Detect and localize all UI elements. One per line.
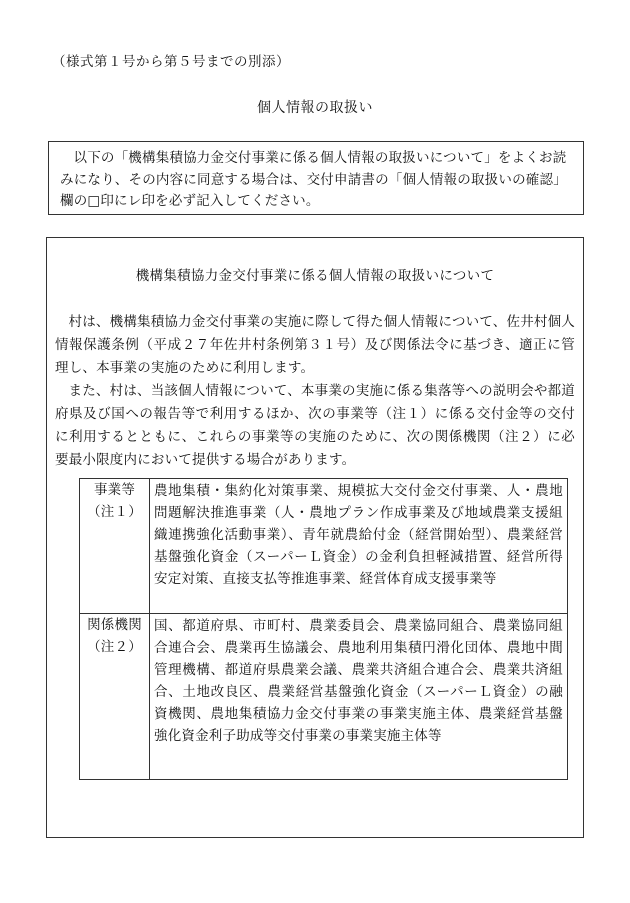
policy-body xyxy=(55,311,575,472)
table-value-cell: 国、都道府県、市町村、農業委員会、農業協同組合、農業協同組合連合会、農業再生協議会、農地利用集積円滑化団体、農地中間管理機構、都道府県農業会議、農業共済組合連合会、農業共済組合、土地改良区、農業経営基盤強化資金（スーパーＬ資金）の融資機関、農地集積協力金交付事業の事業実施主体、農業経営基盤強化資金利子助成等交付事業の事業実施主体等 xyxy=(150,614,568,780)
table-row-agencies xyxy=(80,614,568,780)
policy-paragraph: また、村は、当該個人情報について、本事業の実施に係る集落等への説明会や都道府県及び国への報告等で利用するほか、次の事業等（注１）に係る交付金等の交付に利用するとともに、これらの事業等の実施のために、次の関係機関（注２）に必要最小限度内において提供する場合があります。 xyxy=(55,383,575,468)
privacy-policy-box xyxy=(46,237,584,838)
table-header-note: （注２） xyxy=(87,639,142,655)
notice-text: 以下の「機構集積協力金交付事業に係る個人情報の取扱いについて」をよくお読みになり、その内容に同意する場合は、交付申請書の「個人情報の取扱いの確認」欄の□印にレ印を必ず記入してください。 xyxy=(60,150,567,209)
table-header-cell xyxy=(80,479,150,614)
table-header-label: 関係機関 xyxy=(87,617,142,633)
table-header-label: 事業等 xyxy=(93,482,136,498)
notice-box xyxy=(48,141,584,215)
page-title: 個人情報の取扱い xyxy=(257,100,373,116)
attachment-note: （様式第１号から第５号までの別添） xyxy=(52,54,290,70)
info-table xyxy=(79,478,568,780)
policy-paragraph: 村は、機構集積協力金交付事業の実施に際して得た個人情報について、佐井村個人情報保護条例（平成２７年佐井村条例第３１号）及び関係法令に基づき、適正に管理し、本事業の実施のために利用します。 xyxy=(55,314,575,376)
section-title: 機構集積協力金交付事業に係る個人情報の取扱いについて xyxy=(135,268,495,284)
table-value-cell: 農地集積・集約化対策事業、規模拡大交付金交付事業、人・農地問題解決推進事業（人・農地プラン作成事業及び地域農業支援組織連携強化活動事業）、青年就農給付金（経営開始型）、農業経営基盤強化資金（スーパーＬ資金）の金利負担軽減措置、経営所得安定対策、直接支払等推進事業、経営体育成支援事業等 xyxy=(150,479,568,614)
table-header-cell xyxy=(80,614,150,780)
table-header-note: （注１） xyxy=(87,504,142,520)
table-row-projects xyxy=(80,479,568,614)
